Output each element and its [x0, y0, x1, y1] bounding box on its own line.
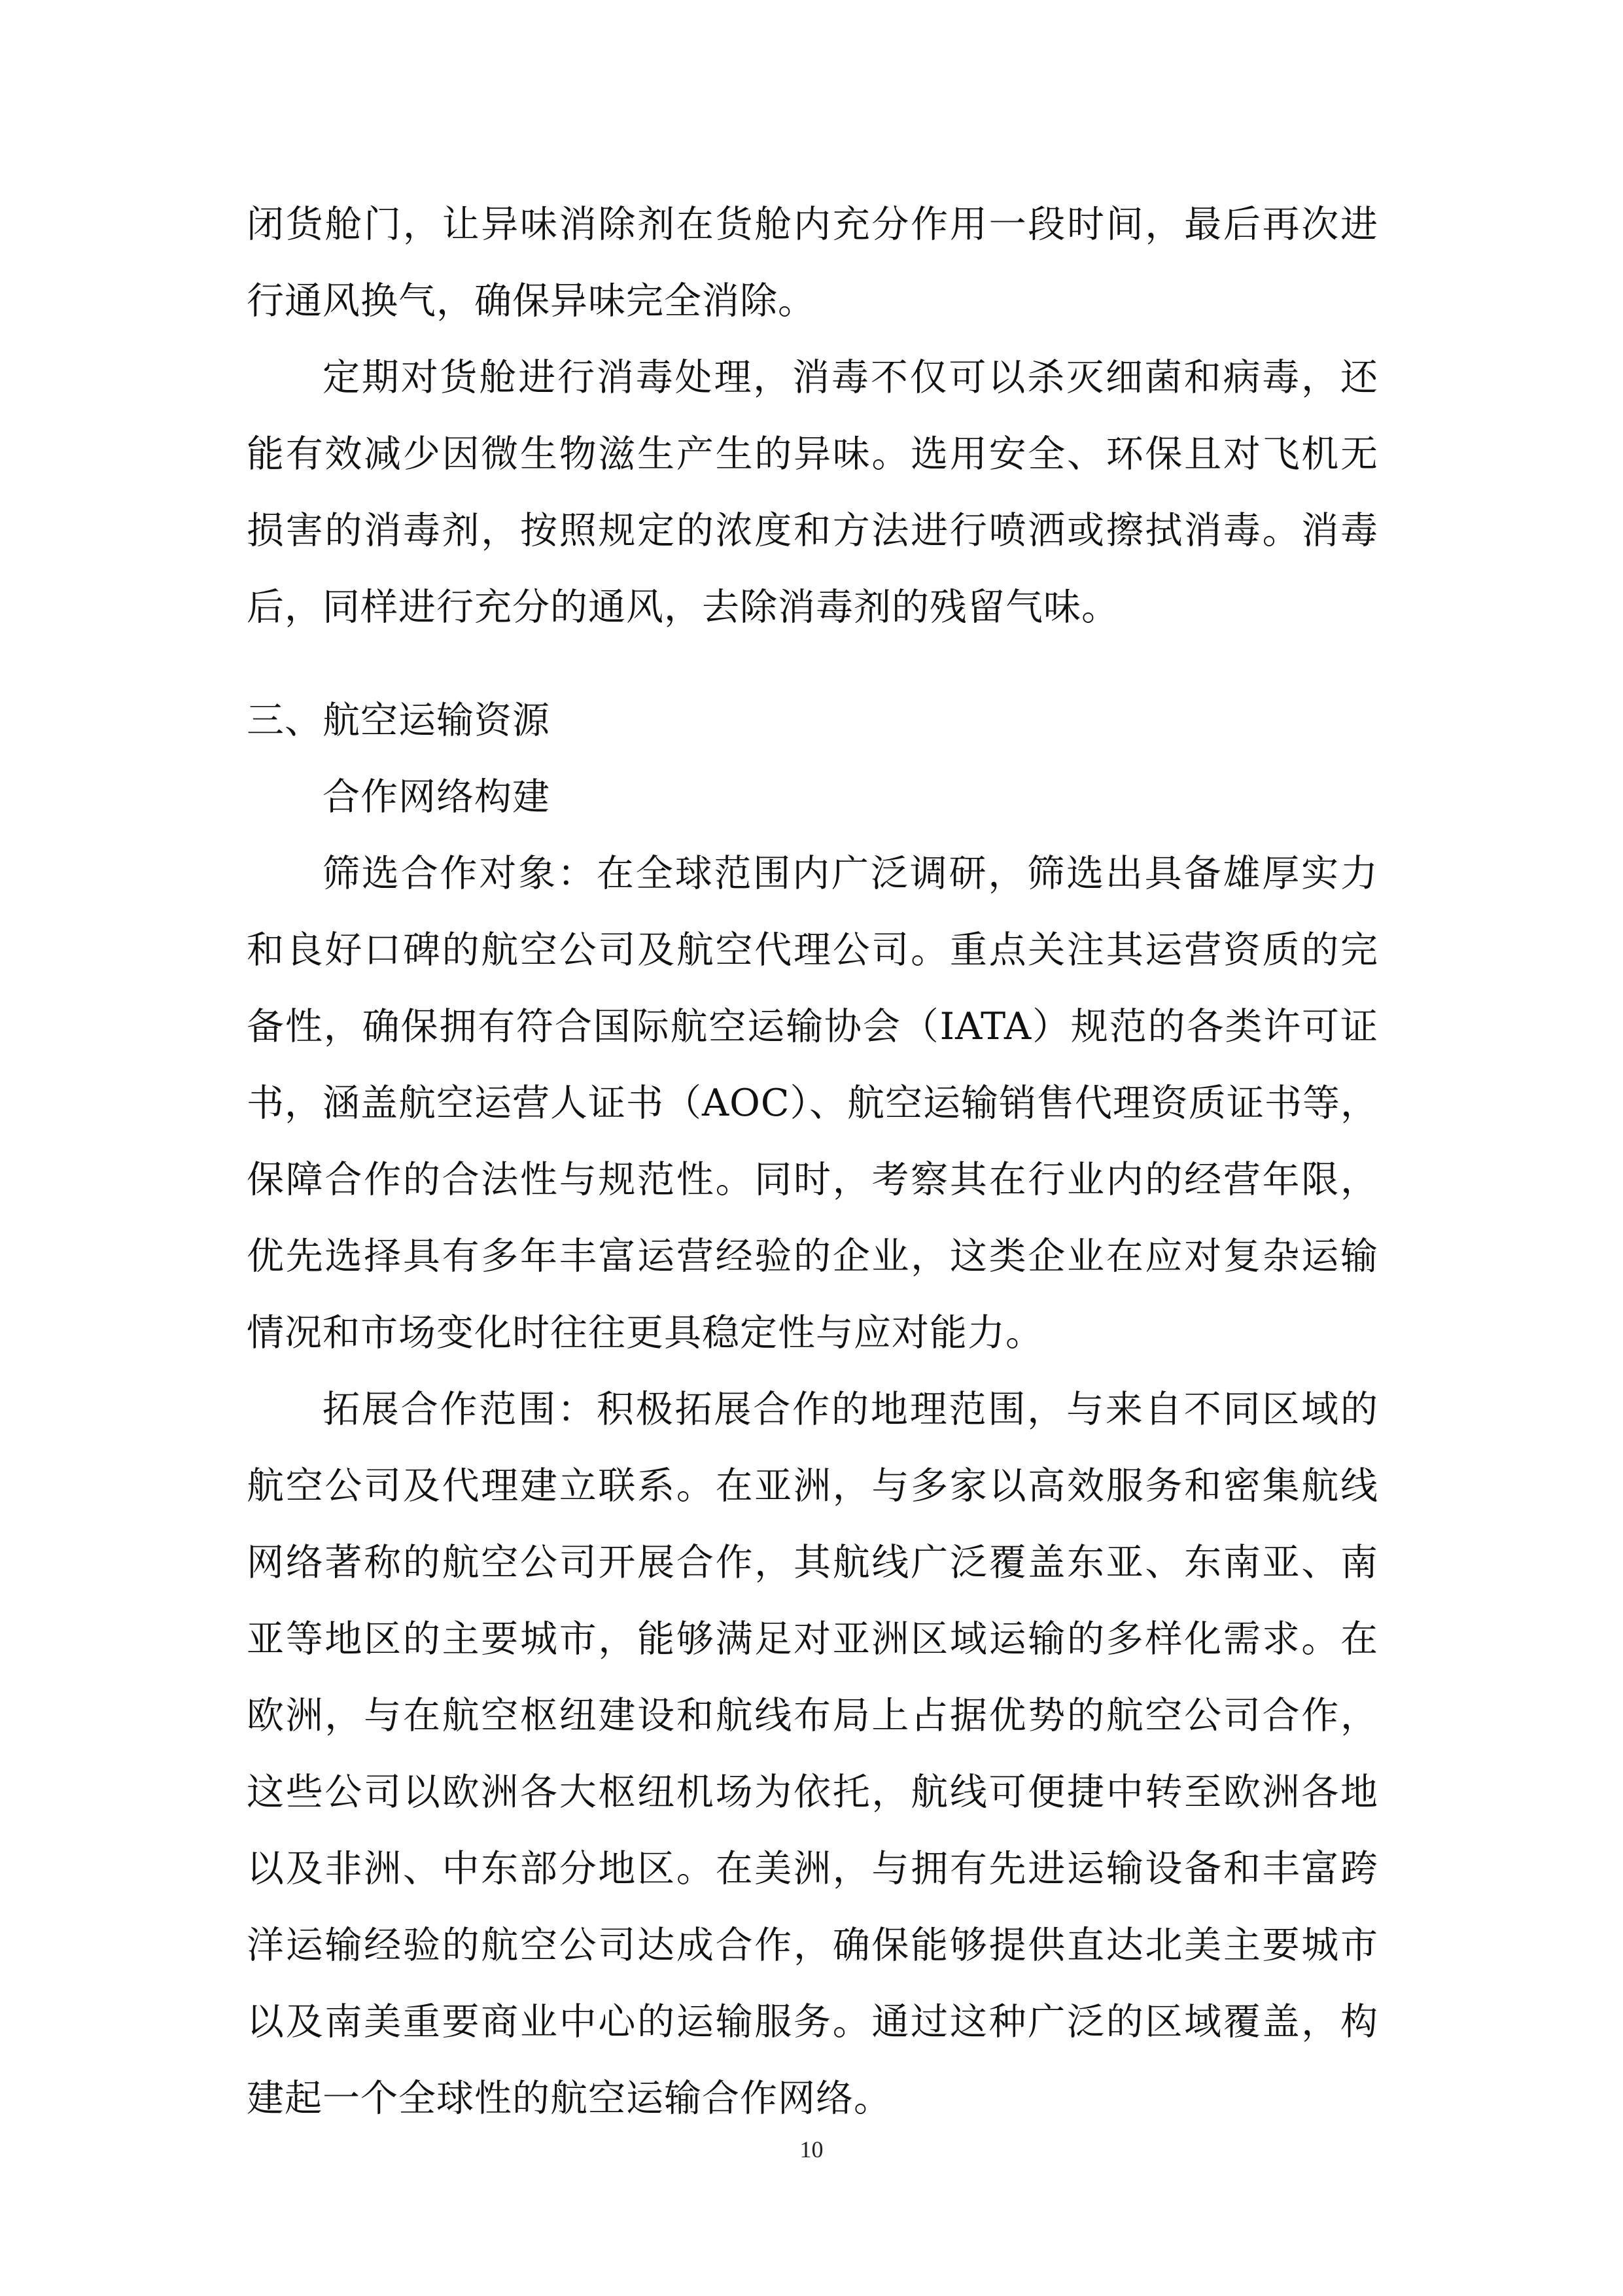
paragraph-continuation: 闭货舱门，让异味消除剂在货舱内充分作用一段时间，最后再次进行通风换气，确保异味完全消除。	[247, 203, 1378, 323]
page-number: 10	[799, 2136, 824, 2163]
paragraph-partner-selection: 筛选合作对象：在全球范围内广泛调研，筛选出具备雄厚实力和良好口碑的航空公司及航空代理公司。重点关注其运营资质的完备性，确保拥有符合国际航空运输协会（IATA）规范的各类许可证书，涵盖航空运营人证书（AOC）、航空运输销售代理资质证书等，保障合作的合法性与规范性。同时，考察其在行业内的经营年限，优先选择具有多年丰富运营经验的企业，这类企业在应对复杂运输情况和市场变化时往往更具稳定性与应对能力。	[247, 852, 1379, 1354]
section-heading: 三、航空运输资源	[247, 699, 550, 742]
paragraph-partner-expansion: 拓展合作范围：积极拓展合作的地理范围，与来自不同区域的航空公司及代理建立联系。在亚洲，与多家以高效服务和密集航线网络著称的航空公司开展合作，其航线广泛覆盖东亚、东南亚、南亚等地区的主要城市，能够满足对亚洲区域运输的多样化需求。在欧洲，与在航空枢纽建设和航线布局上占据优势的航空公司合作，这些公司以欧洲各大枢纽机场为依托，航线可便捷中转至欧洲各地以及非洲、中东部分地区。在美洲，与拥有先进运输设备和丰富跨洋运输经验的航空公司达成合作，确保能够提供直达北美主要城市以及南美重要商业中心的运输服务。通过这种广泛的区域覆盖，构建起一个全球性的航空运输合作网络。	[247, 1388, 1378, 2120]
page-body	[247, 186, 1378, 2137]
subsection-heading: 合作网络构建	[323, 775, 550, 819]
paragraph-disinfection: 定期对货舱进行消毒处理，消毒不仅可以杀灭细菌和病毒，还能有效减少因微生物滋生产生的异味。选用安全、环保且对飞机无损害的消毒剂，按照规定的浓度和方法进行喷洒或擦拭消毒。消毒后，同样进行充分的通风，去除消毒剂的残留气味。	[247, 356, 1378, 629]
